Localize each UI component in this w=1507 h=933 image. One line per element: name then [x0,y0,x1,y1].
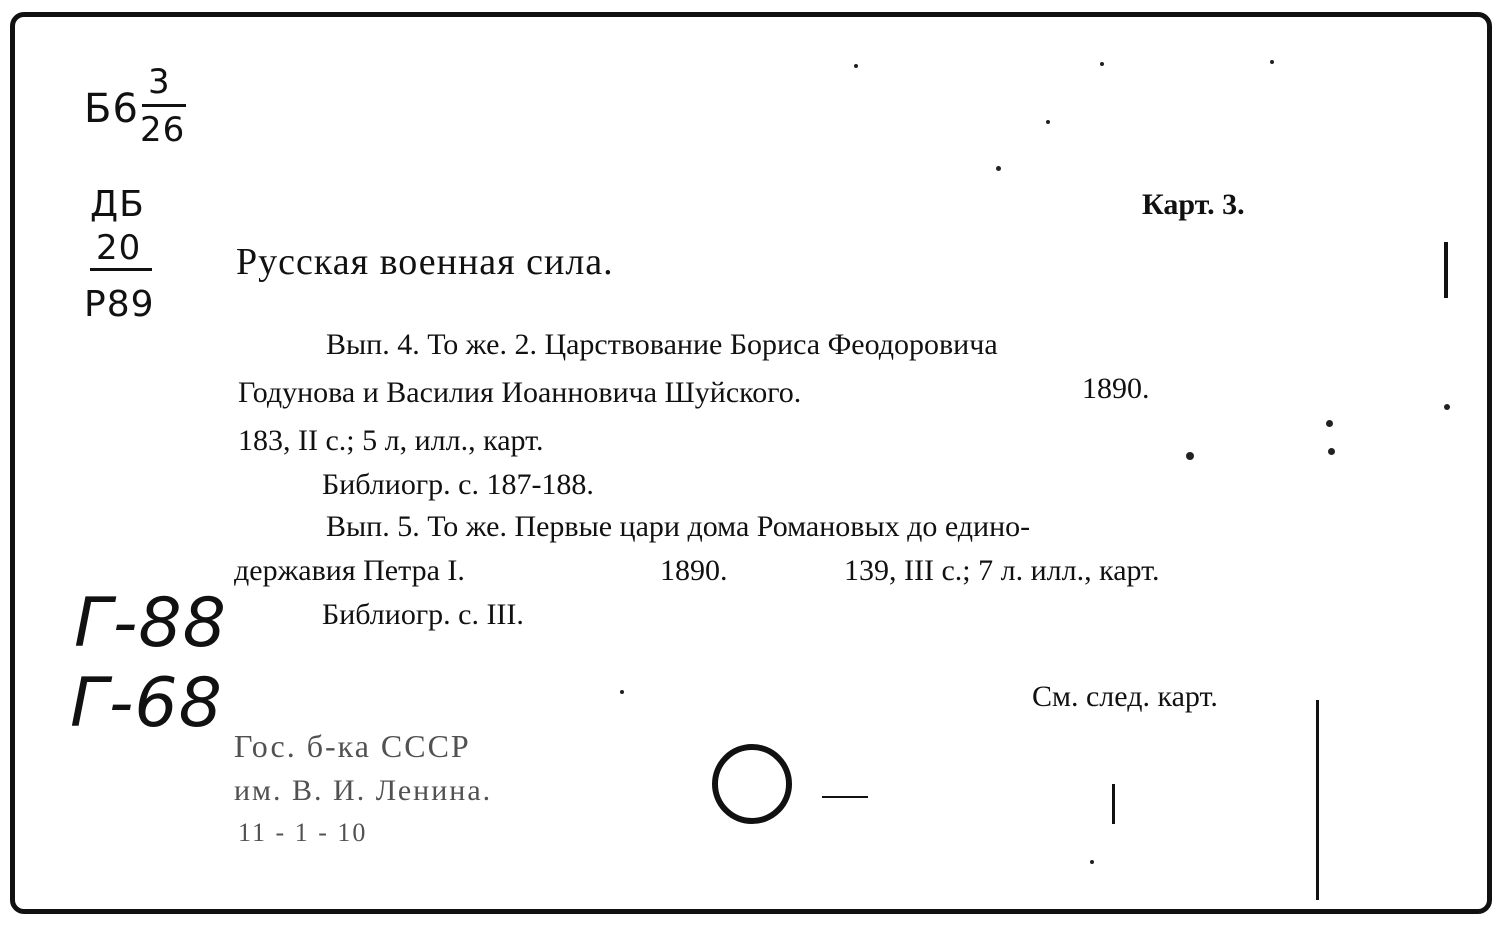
entry-1-line-3: 183, II с.; 5 л, илл., карт. [238,424,544,457]
entry-2-line-1: Вып. 5. То же. Первые цари дома Романовых до едино- [326,510,1031,543]
scan-speck [1328,448,1335,455]
entry-2-pages: 139, III с.; 7 л. илл., карт. [844,554,1160,587]
scan-speck [996,166,1001,171]
scan-streak [1444,242,1448,298]
entry-1-bibliography: Библиогр. с. 187-188. [322,468,594,501]
entry-1-line-2: Годунова и Василия Иоанновича Шуйского. [238,376,802,409]
scan-streak [1316,700,1319,900]
punch-hole [712,744,792,824]
scan-speck [1090,860,1094,864]
handwritten-code-1: Г-88 [74,584,227,663]
card-title: Русская военная сила. [236,241,614,283]
scan-speck [1270,60,1274,64]
class-mark-prefix: Б6 [84,86,139,132]
scan-speck [1100,62,1104,66]
scan-speck [1186,452,1194,460]
scan-speck [620,690,624,694]
library-stamp-line-3: 11 - 1 - 10 [238,818,368,847]
class-mark-fraction-line [142,104,186,107]
entry-1-line-1: Вып. 4. То же. 2. Царствование Бориса Феодоровича [326,328,998,361]
see-next-card: См. след. карт. [1032,680,1218,713]
library-stamp-line-1: Гос. б-ка СССР [234,728,471,764]
scan-speck [1444,404,1450,410]
shelf-mark-top: ДБ [90,184,145,225]
entry-2-year: 1890. [660,554,728,587]
entry-1-year: 1890. [1082,372,1150,405]
class-mark-numerator: 3 [148,62,171,102]
class-mark-denominator: 26 [140,110,186,150]
scan-speck [854,64,858,68]
shelf-mark-middle: 20 [96,228,142,268]
shelf-mark-underline [90,268,152,271]
scan-streak [1112,784,1115,824]
entry-2-bibliography: Библиогр. с. III. [322,598,524,631]
scan-speck [1046,120,1050,124]
library-stamp-line-2: им. В. И. Ленина. [234,774,493,807]
handwritten-code-2: Г-68 [70,664,223,743]
card-number: Карт. 3. [1142,188,1245,221]
entry-2-line-2: державия Петра I. [234,554,465,587]
scan-streak [822,796,868,798]
shelf-mark-bottom: P89 [84,284,155,325]
scan-speck [1326,420,1333,427]
